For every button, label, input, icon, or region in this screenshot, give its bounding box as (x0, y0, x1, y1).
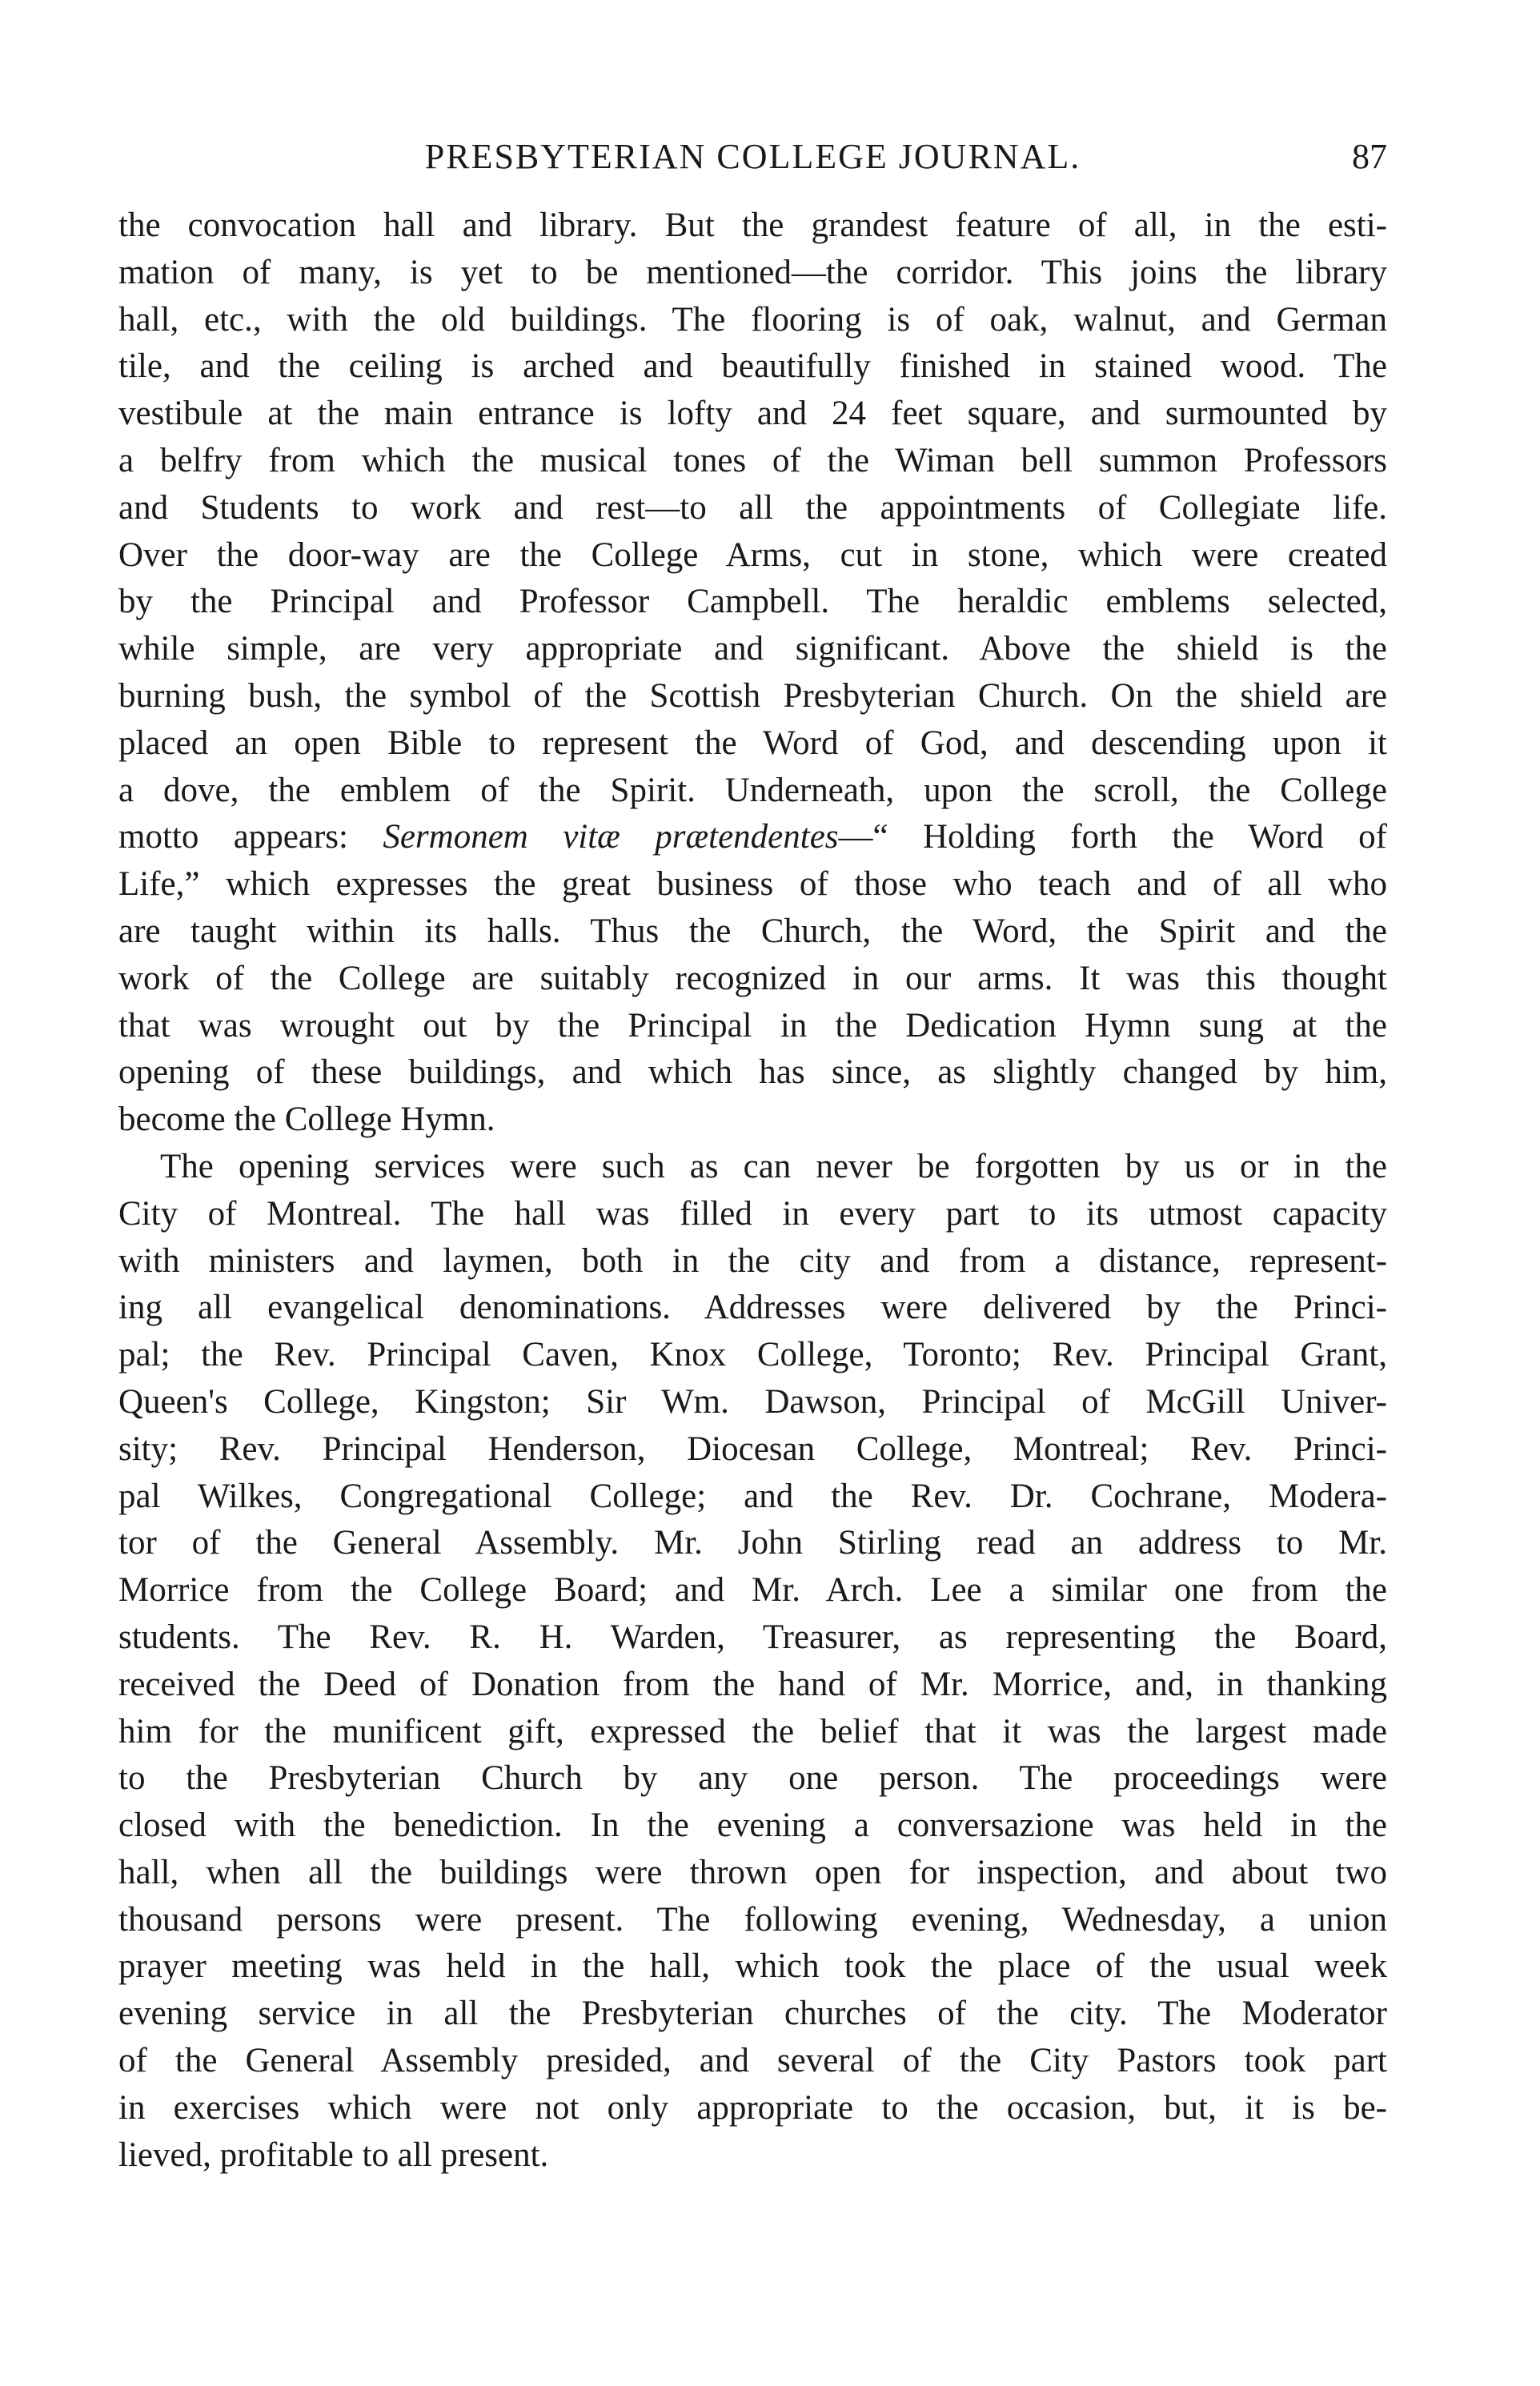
text-line: hall, when all the buildings were thrown open for inspection, and about two (118, 1853, 1387, 1891)
motto-line (118, 814, 1387, 861)
running-head (118, 133, 1387, 197)
text-line: placed an open Bible to represent the Word of God, and descending upon it (118, 724, 1387, 762)
text-line: become the College Hymn. (118, 1101, 495, 1139)
motto-translation: —“ Holding forth the Word of (838, 818, 1387, 856)
running-title: PRESBYTERIAN COLLEGE JOURNAL. (424, 137, 1081, 176)
text-line: burning bush, the symbol of the Scottish Presbyterian Church. On the shield are (118, 676, 1387, 715)
text-line: evening service in all the Presbyterian churches of the city. The Moderator (118, 1995, 1387, 2033)
text-line: thousand persons were present. The following evening, Wednesday, a union (118, 1900, 1387, 1939)
text-line: The opening services were such as can never be forgotten by us or in the (160, 1147, 1387, 1185)
paragraph-opening-services (118, 1144, 1387, 2179)
text-line: pal Wilkes, Congregational College; and the Rev. Dr. Cochrane, Modera- (118, 1477, 1387, 1515)
text-line: students. The Rev. R. H. Warden, Treasurer, as representing the Board, (118, 1618, 1387, 1656)
college-motto: Sermonem vitæ prætendentes (383, 818, 839, 856)
text-line: prayer meeting was held in the hall, which took the place of the usual week (118, 1947, 1387, 1986)
text-line: that was wrought out by the Principal in the Dedication Hymn sung at the (118, 1006, 1387, 1045)
body-text (118, 203, 1387, 2179)
text-line: hall, etc., with the old buildings. The flooring is of oak, walnut, and German (118, 300, 1387, 339)
text-line: tor of the General Assembly. Mr. John Stirling read an address to Mr. (118, 1524, 1387, 1562)
text-line: mation of many, is yet to be mentioned—the corridor. This joins the library (118, 253, 1387, 291)
text-line: work of the College are suitably recognized in our arms. It was this thought (118, 959, 1387, 997)
text-line: by the Principal and Professor Campbell. The heraldic emblems selected, (118, 583, 1387, 621)
text-line: ing all evangelical denominations. Addresses were delivered by the Princi- (118, 1289, 1387, 1327)
text-line: Morrice from the College Board; and Mr. Arch. Lee a similar one from the (118, 1571, 1387, 1610)
text-line: a belfry from which the musical tones of the Wiman bell summon Professors (118, 441, 1387, 479)
text-line: closed with the benediction. In the evening a conversazione was held in the (118, 1807, 1387, 1845)
text-line: the convocation hall and library. But the grandest feature of all, in the esti- (118, 207, 1387, 244)
text-line: opening of these buildings, and which has since, as slightly changed by him, (118, 1053, 1387, 1092)
text-line: received the Deed of Donation from the hand of Mr. Morrice, and, in thanking (118, 1665, 1387, 1703)
text-line: in exercises which were not only appropriate to the occasion, but, it is be- (118, 2088, 1387, 2127)
text-line: Over the door-way are the College Arms, cut in stone, which were created (118, 535, 1387, 574)
text-line: to the Presbyterian Church by any one person. The proceedings were (118, 1759, 1387, 1798)
text-line: vestibule at the main entrance is lofty and 24 feet square, and surmounted by (118, 395, 1387, 433)
text-line: lieved, profitable to all present. (118, 2135, 549, 2174)
text-line: while simple, are very appropriate and significant. Above the shield is the (118, 630, 1387, 668)
motto-lead-in: motto appears: (118, 818, 383, 856)
text-line: Life,” which expresses the great business of those who teach and of all who (118, 865, 1387, 904)
text-line: sity; Rev. Principal Henderson, Diocesan College, Montreal; Rev. Princi- (118, 1430, 1387, 1468)
text-line: Queen's College, Kingston; Sir Wm. Dawson, Principal of McGill Univer- (118, 1382, 1387, 1421)
text-line: of the General Assembly presided, and several of the City Pastors took part (118, 2042, 1387, 2080)
text-line: City of Montreal. The hall was filled in every part to its utmost capacity (118, 1194, 1387, 1233)
text-line: and Students to work and rest—to all the appointments of Collegiate life. (118, 488, 1387, 527)
text-line: pal; the Rev. Principal Caven, Knox College, Toronto; Rev. Principal Grant, (118, 1336, 1387, 1374)
text-line: tile, and the ceiling is arched and beautifully finished in stained wood. The (118, 347, 1387, 386)
page-number: 87 (1352, 137, 1387, 176)
text-line: a dove, the emblem of the Spirit. Underneath, upon the scroll, the College (118, 771, 1387, 809)
paragraph-college-arms (118, 203, 1387, 1144)
text-line: with ministers and laymen, both in the city and from a distance, represent- (118, 1241, 1387, 1280)
text-line: are taught within its halls. Thus the Church, the Word, the Spirit and the (118, 912, 1387, 950)
text-line: him for the munificent gift, expressed the belief that it was the largest made (118, 1712, 1387, 1750)
